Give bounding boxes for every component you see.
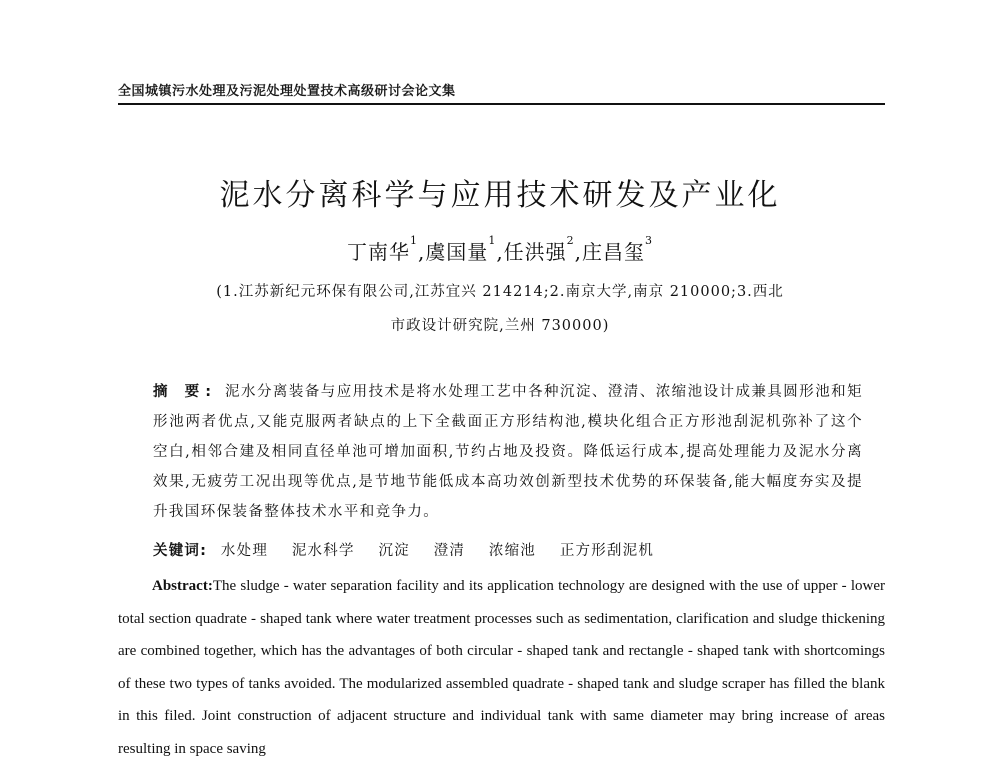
- chinese-abstract-label: 摘 要:: [153, 384, 217, 400]
- author-separator: ,: [417, 240, 426, 264]
- author-affiliation-mark: 3: [645, 234, 654, 247]
- keywords-label: 关键词:: [153, 543, 208, 559]
- keyword: 澄清: [433, 543, 466, 559]
- english-abstract-text: The sludge - water separation facility and its application technology are designed with the use of upper - lower total section quadrate - shaped tank where water treatment processes such as sedimentation, clarification and sludge thickening are combined together, which has the advantages of both circular - shaped tank and rectangle - shaped tank with shortcomings of these two types of tanks avoided. The modularized assembled quadrate - shaped tank and sludge scraper has filled the blank in this filed. Joint construction of adjacent structure and individual tank with same diameter may bring increase of areas resulting in space saving: [118, 578, 885, 757]
- author-name: 丁南华: [346, 240, 410, 264]
- header-rule: [118, 103, 885, 105]
- chinese-abstract-text: 泥水分离装备与应用技术是将水处理工艺中各种沉淀、澄清、浓缩池设计成兼具圆形池和矩形池两者优点,又能克服两者缺点的上下全截面正方形结构池,模块化组合正方形池刮泥机弥补了这个空白,相邻合建及相同直径单池可增加面积,节约占地及投资。降低运行成本,提高处理能力及泥水分离效果,无疲劳工况出现等优点,是节地节能低成本高功效创新型技术优势的环保装备,能大幅度夯实及提升我国环保装备整体技术水平和竞争力。: [153, 384, 863, 520]
- running-header: 全国城镇污水处理及污泥处理处置技术高级研讨会论文集: [118, 84, 456, 99]
- author-affiliation-mark: 2: [566, 234, 575, 247]
- keyword: 沉淀: [378, 543, 410, 559]
- author-affiliation-mark: 1: [409, 234, 418, 247]
- keyword: 水处理: [220, 543, 269, 559]
- english-abstract-label: Abstract:: [152, 578, 213, 594]
- keyword: 泥水科学: [291, 543, 355, 559]
- chinese-abstract: [153, 377, 863, 527]
- keyword: 正方形刮泥机: [559, 543, 655, 559]
- affiliation-line-2: 市政设计研究院,兰州 730000): [390, 318, 610, 334]
- author-name: 庄昌玺: [582, 240, 646, 264]
- affiliation-line-1: (1.江苏新纪元环保有限公司,江苏宜兴 214214;2.南京大学,南京 210000;3.西北: [216, 284, 784, 300]
- paper-title: 泥水分离科学与应用技术研发及产业化: [219, 178, 781, 213]
- author-name: 任洪强: [503, 240, 567, 264]
- author-list: [0, 236, 1000, 265]
- author-affiliation-mark: 1: [488, 234, 497, 247]
- author-name: 虞国量: [425, 240, 489, 264]
- author-separator: ,: [496, 240, 504, 264]
- english-abstract: [118, 570, 885, 765]
- keyword: 浓缩池: [488, 543, 537, 559]
- author-separator: ,: [574, 240, 583, 264]
- keywords: [153, 539, 672, 560]
